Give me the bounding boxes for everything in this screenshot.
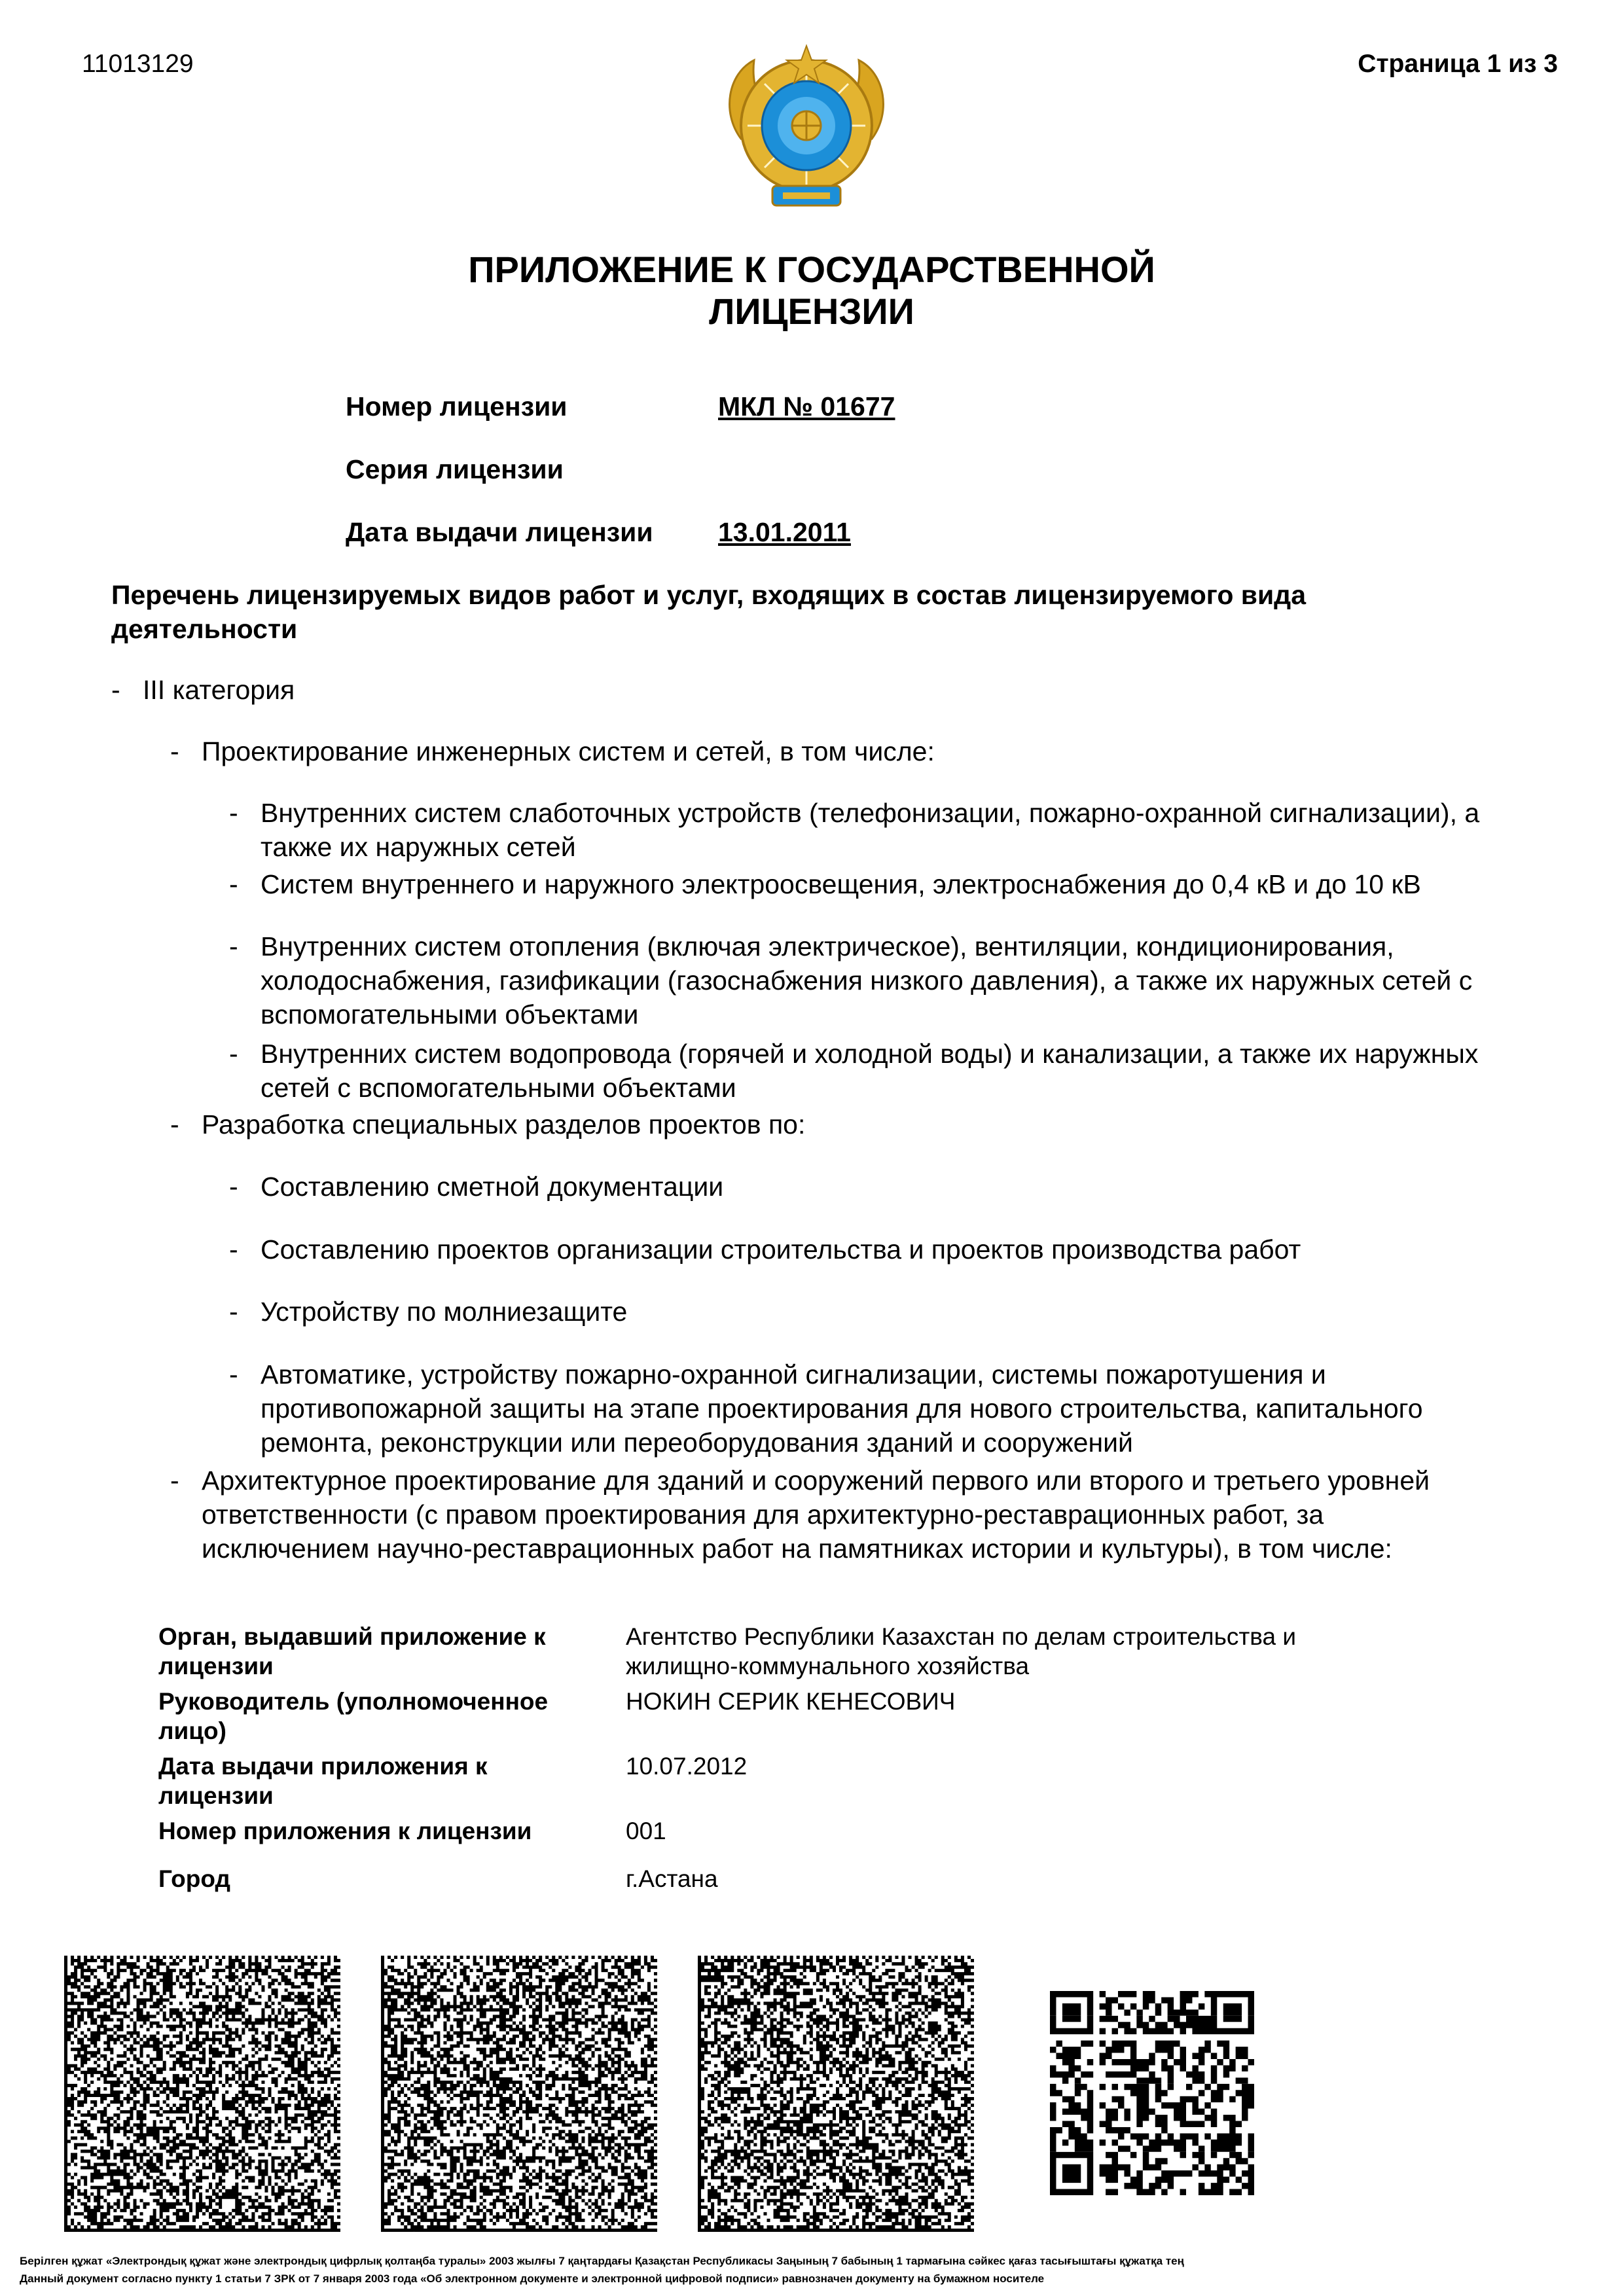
list-item-fire-automation: - Автоматике, устройству пожарно-охранной сигнализации, системы пожаротушения и противопожарной защиты на этапе проектирования для нового строительства, капитального ремонта, реконструкции или переоборудования зданий и сооружений (229, 1357, 1591, 1462)
annex-number-label: Номер приложения к лицензии (158, 1818, 532, 1844)
section-heading-line-2: деятельности (111, 614, 298, 644)
list-item-lightning-protection: - Устройству по молниезащите (229, 1295, 1591, 1334)
list-item-category: - III категория (111, 673, 1551, 712)
page-counter: Страница 1 из 3 (1358, 50, 1558, 78)
list-item-text: Внутренних систем отопления (включая электрическое), вентиляции, кондиционирования, холодоснабжения, газификации (газоснабжения низкого давления), а также их наружных сетей с вспомогательными объектами (261, 931, 1473, 1030)
list-item-text: Проектирование инженерных систем и сетей, в том числе: (202, 736, 935, 766)
license-number-label: Номер лицензии (346, 391, 568, 422)
license-date-value: 13.01.2011 (718, 517, 851, 547)
list-item-engineering-design: - Проектирование инженерных систем и сетей, в том числе: (170, 734, 1578, 774)
list-item-text: Устройству по молниезащите (261, 1297, 628, 1327)
disclaimer-kazakh: Берілген құжат «Электрондық құжат және электрондық цифрлық қолтаңба туралы» 2003 жылғы 7 қаңтардағы Қазақстан Республикасы Заңының 7 бабының 1 тармағына сәйкес қағаз тасығыштағы құжатқа тең (20, 2255, 1184, 2267)
issuing-authority-label: Орган, выдавший приложение к лицензии (158, 1623, 546, 1679)
head-person-label: Руководитель (уполномоченное лицо) (158, 1688, 549, 1744)
kazakhstan-state-emblem-icon (715, 41, 898, 217)
list-item-water-sewage: - Внутренних систем водопровода (горячей и холодной воды) и канализации, а также их наружных сетей с вспомогательными объектами (229, 1037, 1591, 1109)
list-item-text: Разработка специальных разделов проектов по: (202, 1109, 806, 1139)
page-title (288, 249, 1335, 332)
page-title-line-2: ЛИЦЕНЗИИ (709, 291, 914, 332)
list-item-low-current-systems: - Внутренних систем слаботочных устройств (телефонизации, пожарно-охранной сигнализации), а также их наружных сетей (229, 796, 1591, 868)
list-item-text: Архитектурное проектирование для зданий и сооружений первого или второго и третьего уровней ответственности (с правом проектирования для архитектурно-реставрационных работ, за исключением научно-реставрационных работ на памятниках истории и культуры), в том числе: (202, 1465, 1430, 1564)
qr-code-icon (1050, 1991, 1254, 2195)
list-item-text: Внутренних систем слаботочных устройств (телефонизации, пожарно-охранной сигнализации), а также их наружных сетей (261, 798, 1480, 862)
license-series-label: Серия лицензии (346, 454, 564, 484)
head-person-value: НОКИН СЕРИК КЕНЕСОВИЧ (626, 1688, 956, 1715)
annex-date-label: Дата выдачи приложения к лицензии (158, 1753, 488, 1809)
license-date-label: Дата выдачи лицензии (346, 517, 653, 547)
annex-date-value: 10.07.2012 (626, 1753, 748, 1780)
list-item-architectural-design: - Архитектурное проектирование для зданий и сооружений первого или второго и третьего уровней ответственности (с правом проектирования для архитектурно-реставрационных работ, за исключением научно-реставрационных работ на памятниках истории и культуры), в том числе: (170, 1463, 1578, 1568)
disclaimer-russian: Данный документ согласно пункту 1 статьи 7 ЗРК от 7 января 2003 года «Об электронном документе и электронной цифровой подписи» равнозначен документу на бумажном носителе (20, 2272, 1045, 2285)
section-heading-line-1: Перечень лицензируемых видов работ и услуг, входящих в состав лицензируемого вида (111, 580, 1307, 610)
issuing-authority-value: Агентство Республики Казахстан по делам строительства и жилищно-коммунального хозяйства (626, 1623, 1297, 1679)
2d-barcode-icon (698, 1956, 974, 2232)
annex-number-value: 001 (626, 1818, 666, 1844)
list-item-heating-ventilation: - Внутренних систем отопления (включая электрическое), вентиляции, кондиционирования, холодоснабжения, газификации (газоснабжения низкого давления), а также их наружных сетей с вспомогательными объектами (229, 929, 1591, 1034)
city-label: Город (158, 1865, 230, 1892)
list-item-text: Автоматике, устройству пожарно-охранной сигнализации, системы пожаротушения и противопожарной защиты на этапе проектирования для нового строительства, капитального ремонта, реконструкции или переоборудования зданий и сооружений (261, 1359, 1423, 1458)
document-number: 11013129 (82, 50, 194, 78)
list-item-special-sections: - Разработка специальных разделов проектов по: (170, 1107, 1578, 1147)
license-number-value: МКЛ № 01677 (718, 391, 895, 422)
list-item-text: Систем внутреннего и наружного электроосвещения, электроснабжения до 0,4 кВ и до 10 кВ (261, 869, 1421, 899)
section-heading (111, 578, 1551, 646)
list-item-text: Внутренних систем водопровода (горячей и холодной воды) и канализации, а также их наружных сетей с вспомогательными объектами (261, 1039, 1479, 1103)
2d-barcode-icon (381, 1956, 657, 2232)
list-item-electrical-systems: - Систем внутреннего и наружного электроосвещения, электроснабжения до 0,4 кВ и до 10 кВ (229, 867, 1591, 906)
list-item-text: Составлению проектов организации строительства и проектов производства работ (261, 1234, 1301, 1265)
list-item-text: Составлению сметной документации (261, 1172, 724, 1202)
city-value: г.Астана (626, 1865, 718, 1892)
list-item-estimate-docs: - Составлению сметной документации (229, 1170, 1591, 1209)
list-item-text: III категория (143, 675, 295, 705)
list-item-construction-organization: - Составлению проектов организации строительства и проектов производства работ (229, 1232, 1591, 1272)
page-title-line-1: ПРИЛОЖЕНИЕ К ГОСУДАРСТВЕННОЙ (468, 249, 1155, 290)
2d-barcode-icon (64, 1956, 340, 2232)
